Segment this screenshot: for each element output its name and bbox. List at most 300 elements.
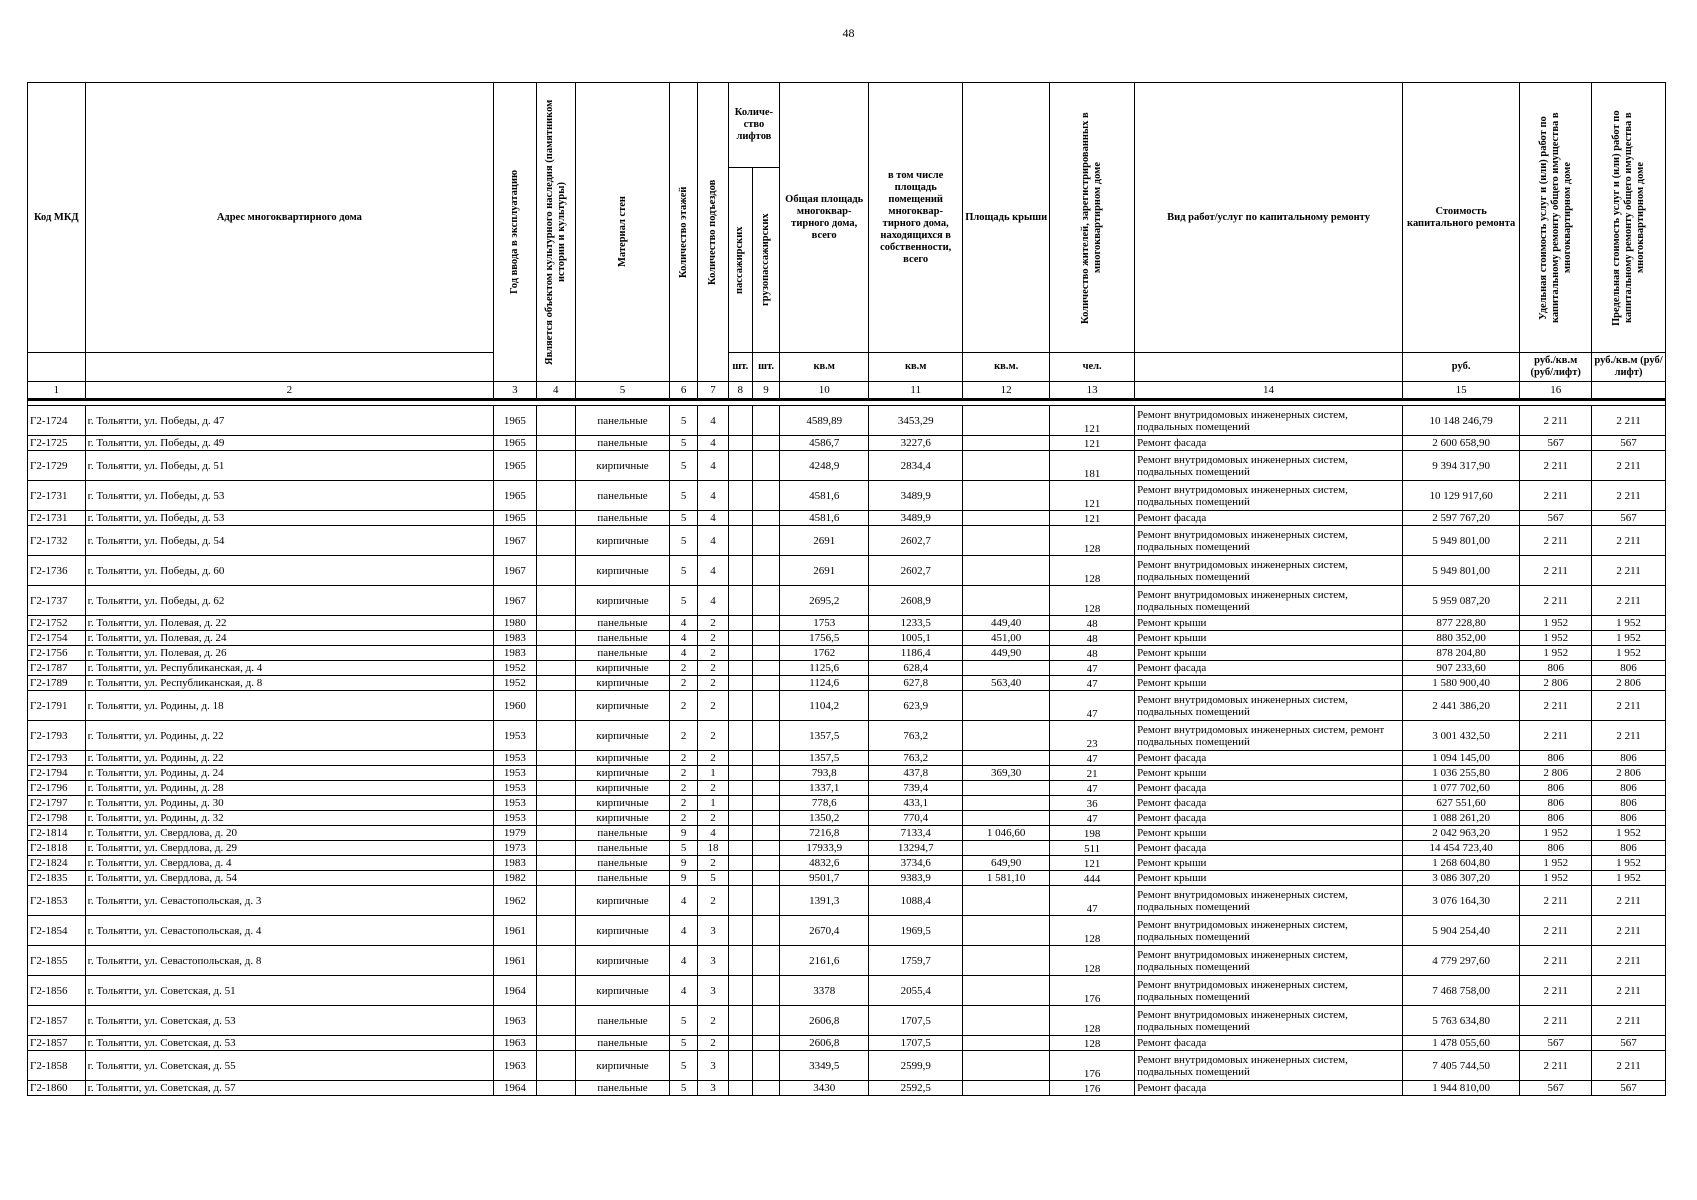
column-number: 2 (85, 382, 493, 400)
cell-roof-area (963, 976, 1050, 1006)
cell-year: 1983 (494, 631, 536, 646)
cell-lifts-freight (752, 826, 779, 841)
cell-lifts-passenger (728, 1006, 752, 1036)
cell-heritage (536, 661, 575, 676)
cell-year: 1982 (494, 871, 536, 886)
cell-floors: 5 (670, 406, 698, 436)
cell-year: 1983 (494, 856, 536, 871)
cell-year: 1961 (494, 916, 536, 946)
column-number-row (28, 382, 1666, 400)
cell-lifts-passenger (728, 1036, 752, 1051)
cell-code: Г2-1729 (28, 451, 86, 481)
table-row (28, 1036, 1666, 1051)
cell-total-area: 4586,7 (780, 436, 869, 451)
table-row (28, 556, 1666, 586)
cell-residents: 176 (1050, 1081, 1135, 1096)
cell-address: г. Тольятти, ул. Полевая, д. 22 (85, 616, 493, 631)
cell-entrances: 3 (698, 916, 728, 946)
cell-lifts-freight (752, 631, 779, 646)
cell-entrances: 4 (698, 826, 728, 841)
cell-heritage (536, 796, 575, 811)
cell-material: панельные (575, 1036, 669, 1051)
cell-limit-cost: 1 952 (1592, 646, 1666, 661)
cell-residents: 48 (1050, 646, 1135, 661)
table-row (28, 721, 1666, 751)
cell-limit-cost: 2 211 (1592, 916, 1666, 946)
column-number: 15 (1403, 382, 1520, 400)
cell-unit-cost: 567 (1520, 1081, 1592, 1096)
cell-work-type: Ремонт крыши (1135, 871, 1403, 886)
cell-entrances: 2 (698, 676, 728, 691)
cell-entrances: 2 (698, 751, 728, 766)
cell-lifts-freight (752, 721, 779, 751)
cell-lifts-freight (752, 781, 779, 796)
cell-lifts-freight (752, 646, 779, 661)
cell-cost: 10 129 917,60 (1403, 481, 1520, 511)
cell-material: панельные (575, 871, 669, 886)
header-limit-cost: Предельная стоимость услуг и (или) работ по капитальному ремонту общего имущества в многоквартирном доме (1592, 83, 1666, 353)
table-row (28, 871, 1666, 886)
cell-residents: 128 (1050, 1006, 1135, 1036)
unit-rub: руб. (1403, 353, 1520, 382)
cell-unit-cost: 2 211 (1520, 916, 1592, 946)
cell-material: кирпичные (575, 886, 669, 916)
cell-entrances: 2 (698, 616, 728, 631)
cell-lifts-freight (752, 1051, 779, 1081)
cell-unit-cost: 806 (1520, 781, 1592, 796)
cell-lifts-freight (752, 511, 779, 526)
cell-lifts-passenger (728, 646, 752, 661)
cell-year: 1965 (494, 436, 536, 451)
cell-material: кирпичные (575, 796, 669, 811)
cell-limit-cost: 806 (1592, 751, 1666, 766)
cell-material: панельные (575, 1081, 669, 1096)
cell-code: Г2-1796 (28, 781, 86, 796)
cell-code: Г2-1725 (28, 436, 86, 451)
cell-floors: 2 (670, 721, 698, 751)
cell-unit-cost: 567 (1520, 436, 1592, 451)
cell-lifts-passenger (728, 811, 752, 826)
cell-work-type: Ремонт внутридомовых инженерных систем, подвальных помещений (1135, 556, 1403, 586)
cell-lifts-passenger (728, 946, 752, 976)
header-floors: Количество этажей (670, 83, 698, 382)
cell-residents: 444 (1050, 871, 1135, 886)
cell-entrances: 3 (698, 976, 728, 1006)
cell-work-type: Ремонт внутридомовых инженерных систем, подвальных помещений (1135, 451, 1403, 481)
cell-material: кирпичные (575, 556, 669, 586)
cell-heritage (536, 1081, 575, 1096)
column-number: 12 (963, 382, 1050, 400)
cell-address: г. Тольятти, ул. Родины, д. 24 (85, 766, 493, 781)
cell-residents: 128 (1050, 946, 1135, 976)
cell-year: 1964 (494, 1081, 536, 1096)
header-owned-area: в том числе площадь помещений многоквар-тирного дома, находящихся в собственности, всего (869, 83, 963, 353)
cell-roof-area: 1 581,10 (963, 871, 1050, 886)
cell-owned-area: 739,4 (869, 781, 963, 796)
cell-total-area: 1756,5 (780, 631, 869, 646)
header-lifts-passenger: пассажирских (728, 168, 752, 353)
cell-owned-area: 2602,7 (869, 526, 963, 556)
cell-material: кирпичные (575, 751, 669, 766)
cell-year: 1953 (494, 721, 536, 751)
cell-total-area: 4589,89 (780, 406, 869, 436)
cell-heritage (536, 976, 575, 1006)
cell-roof-area (963, 526, 1050, 556)
cell-code: Г2-1797 (28, 796, 86, 811)
cell-cost: 877 228,80 (1403, 616, 1520, 631)
cell-floors: 5 (670, 1051, 698, 1081)
cell-year: 1953 (494, 796, 536, 811)
cell-code: Г2-1731 (28, 511, 86, 526)
cell-address: г. Тольятти, ул. Победы, д. 60 (85, 556, 493, 586)
cell-unit-cost: 2 211 (1520, 406, 1592, 436)
cell-limit-cost: 2 211 (1592, 886, 1666, 916)
cell-heritage (536, 631, 575, 646)
cell-material: панельные (575, 631, 669, 646)
cell-heritage (536, 721, 575, 751)
cell-residents: 48 (1050, 616, 1135, 631)
cell-owned-area: 2834,4 (869, 451, 963, 481)
cell-floors: 4 (670, 916, 698, 946)
cell-entrances: 4 (698, 451, 728, 481)
column-number: 3 (494, 382, 536, 400)
page-number: 48 (842, 26, 855, 40)
cell-material: кирпичные (575, 691, 669, 721)
cell-residents: 121 (1050, 511, 1135, 526)
cell-limit-cost: 567 (1592, 511, 1666, 526)
cell-lifts-freight (752, 406, 779, 436)
cell-floors: 5 (670, 526, 698, 556)
cell-address: г. Тольятти, ул. Полевая, д. 24 (85, 631, 493, 646)
cell-address: г. Тольятти, ул. Республиканская, д. 4 (85, 661, 493, 676)
cell-lifts-passenger (728, 676, 752, 691)
cell-lifts-freight (752, 481, 779, 511)
cell-address: г. Тольятти, ул. Севастопольская, д. 3 (85, 886, 493, 916)
cell-floors: 5 (670, 1081, 698, 1096)
unit-rub-sqm-2: руб./кв.м (руб/лифт) (1592, 353, 1666, 382)
cell-owned-area: 1005,1 (869, 631, 963, 646)
cell-work-type: Ремонт внутридомовых инженерных систем, подвальных помещений (1135, 406, 1403, 436)
cell-heritage (536, 436, 575, 451)
cell-lifts-freight (752, 886, 779, 916)
cell-total-area: 4581,6 (780, 511, 869, 526)
cell-residents: 128 (1050, 916, 1135, 946)
cell-heritage (536, 841, 575, 856)
cell-roof-area (963, 451, 1050, 481)
cell-entrances: 4 (698, 556, 728, 586)
header-heritage: Является объектом культурного наследия (памятником истории и культуры) (536, 83, 575, 382)
cell-work-type: Ремонт фасада (1135, 751, 1403, 766)
unit-blank-1 (28, 353, 86, 382)
cell-entrances: 4 (698, 526, 728, 556)
cell-heritage (536, 871, 575, 886)
cell-floors: 5 (670, 586, 698, 616)
table-row (28, 766, 1666, 781)
table-row (28, 526, 1666, 556)
cell-roof-area (963, 691, 1050, 721)
cell-floors: 9 (670, 871, 698, 886)
cell-unit-cost: 806 (1520, 661, 1592, 676)
cell-unit-cost: 2 211 (1520, 526, 1592, 556)
cell-roof-area (963, 886, 1050, 916)
table-row (28, 856, 1666, 871)
cell-cost: 7 468 758,00 (1403, 976, 1520, 1006)
cell-material: кирпичные (575, 661, 669, 676)
cell-work-type: Ремонт внутридомовых инженерных систем, подвальных помещений (1135, 886, 1403, 916)
cell-total-area: 3430 (780, 1081, 869, 1096)
cell-work-type: Ремонт внутридомовых инженерных систем, подвальных помещений (1135, 976, 1403, 1006)
cell-work-type: Ремонт внутридомовых инженерных систем, подвальных помещений (1135, 481, 1403, 511)
cell-unit-cost: 2 211 (1520, 481, 1592, 511)
cell-floors: 2 (670, 811, 698, 826)
cell-roof-area (963, 781, 1050, 796)
cell-unit-cost: 2 211 (1520, 451, 1592, 481)
cell-owned-area: 437,8 (869, 766, 963, 781)
cell-cost: 1 944 810,00 (1403, 1081, 1520, 1096)
cell-unit-cost: 2 211 (1520, 946, 1592, 976)
header-entrances: Количество подъездов (698, 83, 728, 382)
cell-unit-cost: 806 (1520, 811, 1592, 826)
cell-entrances: 2 (698, 1006, 728, 1036)
cell-heritage (536, 511, 575, 526)
cell-code: Г2-1794 (28, 766, 86, 781)
cell-address: г. Тольятти, ул. Севастопольская, д. 4 (85, 916, 493, 946)
table-row (28, 976, 1666, 1006)
cell-code: Г2-1824 (28, 856, 86, 871)
cell-total-area: 2161,6 (780, 946, 869, 976)
cell-code: Г2-1857 (28, 1036, 86, 1051)
cell-work-type: Ремонт фасада (1135, 841, 1403, 856)
cell-code: Г2-1791 (28, 691, 86, 721)
cell-lifts-passenger (728, 586, 752, 616)
table-row (28, 886, 1666, 916)
cell-material: панельные (575, 436, 669, 451)
cell-lifts-passenger (728, 856, 752, 871)
cell-entrances: 4 (698, 481, 728, 511)
cell-floors: 2 (670, 766, 698, 781)
cell-work-type: Ремонт внутридомовых инженерных систем, подвальных помещений (1135, 1006, 1403, 1036)
cell-code: Г2-1752 (28, 616, 86, 631)
cell-code: Г2-1857 (28, 1006, 86, 1036)
cell-work-type: Ремонт внутридомовых инженерных систем, подвальных помещений (1135, 1051, 1403, 1081)
cell-code: Г2-1860 (28, 1081, 86, 1096)
cell-unit-cost: 1 952 (1520, 856, 1592, 871)
cell-total-area: 778,6 (780, 796, 869, 811)
table-row (28, 436, 1666, 451)
cell-heritage (536, 646, 575, 661)
cell-floors: 5 (670, 451, 698, 481)
column-number (1592, 382, 1666, 400)
cell-lifts-passenger (728, 886, 752, 916)
cell-floors: 5 (670, 556, 698, 586)
cell-owned-area: 2608,9 (869, 586, 963, 616)
cell-year: 1963 (494, 1006, 536, 1036)
cell-year: 1980 (494, 616, 536, 631)
cell-code: Г2-1731 (28, 481, 86, 511)
cell-address: г. Тольятти, ул. Победы, д. 54 (85, 526, 493, 556)
cell-limit-cost: 806 (1592, 781, 1666, 796)
cell-limit-cost: 2 211 (1592, 1051, 1666, 1081)
cell-residents: 47 (1050, 811, 1135, 826)
cell-material: панельные (575, 1006, 669, 1036)
cell-owned-area: 1707,5 (869, 1036, 963, 1051)
cell-roof-area: 451,00 (963, 631, 1050, 646)
column-number: 7 (698, 382, 728, 400)
cell-floors: 5 (670, 481, 698, 511)
table-row (28, 1081, 1666, 1096)
cell-limit-cost: 2 211 (1592, 976, 1666, 1006)
column-number: 13 (1050, 382, 1135, 400)
cell-limit-cost: 2 211 (1592, 406, 1666, 436)
cell-unit-cost: 806 (1520, 751, 1592, 766)
cell-code: Г2-1787 (28, 661, 86, 676)
cell-lifts-passenger (728, 781, 752, 796)
column-number: 6 (670, 382, 698, 400)
cell-unit-cost: 2 806 (1520, 676, 1592, 691)
cell-work-type: Ремонт внутридомовых инженерных систем, подвальных помещений (1135, 586, 1403, 616)
cell-material: панельные (575, 481, 669, 511)
cell-floors: 2 (670, 796, 698, 811)
cell-owned-area: 433,1 (869, 796, 963, 811)
table-row (28, 916, 1666, 946)
cell-owned-area: 3453,29 (869, 406, 963, 436)
cell-entrances: 2 (698, 691, 728, 721)
cell-roof-area (963, 511, 1050, 526)
cell-cost: 1 036 255,80 (1403, 766, 1520, 781)
cell-owned-area: 623,9 (869, 691, 963, 721)
cell-unit-cost: 1 952 (1520, 616, 1592, 631)
cell-work-type: Ремонт фасада (1135, 1036, 1403, 1051)
cell-heritage (536, 811, 575, 826)
cell-total-area: 1357,5 (780, 721, 869, 751)
cell-code: Г2-1754 (28, 631, 86, 646)
cell-code: Г2-1798 (28, 811, 86, 826)
cell-work-type: Ремонт внутридомовых инженерных систем, подвальных помещений (1135, 691, 1403, 721)
cell-cost: 2 042 963,20 (1403, 826, 1520, 841)
cell-code: Г2-1756 (28, 646, 86, 661)
cell-lifts-passenger (728, 511, 752, 526)
cell-heritage (536, 781, 575, 796)
header-lifts-freight: грузопассажирских (752, 168, 779, 353)
cell-lifts-passenger (728, 406, 752, 436)
cell-owned-area: 3489,9 (869, 511, 963, 526)
cell-lifts-passenger (728, 826, 752, 841)
cell-cost: 3 086 307,20 (1403, 871, 1520, 886)
cell-lifts-passenger (728, 556, 752, 586)
cell-address: г. Тольятти, ул. Родины, д. 32 (85, 811, 493, 826)
cell-work-type: Ремонт внутридомовых инженерных систем, ремонт подвальных помещений (1135, 721, 1403, 751)
cell-year: 1953 (494, 751, 536, 766)
cell-roof-area (963, 811, 1050, 826)
cell-address: г. Тольятти, ул. Победы, д. 53 (85, 511, 493, 526)
table-row (28, 841, 1666, 856)
cell-material: панельные (575, 646, 669, 661)
cell-owned-area: 1088,4 (869, 886, 963, 916)
cell-owned-area: 3734,6 (869, 856, 963, 871)
cell-limit-cost: 2 211 (1592, 586, 1666, 616)
cell-work-type: Ремонт фасада (1135, 796, 1403, 811)
cell-unit-cost: 2 211 (1520, 586, 1592, 616)
table-body (28, 406, 1666, 1096)
cell-year: 1967 (494, 556, 536, 586)
cell-total-area: 17933,9 (780, 841, 869, 856)
cell-floors: 2 (670, 691, 698, 721)
cell-residents: 128 (1050, 556, 1135, 586)
cell-limit-cost: 2 211 (1592, 691, 1666, 721)
table-row (28, 811, 1666, 826)
cell-work-type: Ремонт крыши (1135, 826, 1403, 841)
cell-heritage (536, 751, 575, 766)
header-roof-area: Площадь крыши (963, 83, 1050, 353)
cell-total-area: 7216,8 (780, 826, 869, 841)
cell-work-type: Ремонт фасада (1135, 781, 1403, 796)
cell-lifts-freight (752, 556, 779, 586)
table-row (28, 406, 1666, 436)
cell-roof-area (963, 661, 1050, 676)
cell-floors: 2 (670, 661, 698, 676)
cell-owned-area: 1969,5 (869, 916, 963, 946)
cell-address: г. Тольятти, ул. Победы, д. 62 (85, 586, 493, 616)
cell-cost: 907 233,60 (1403, 661, 1520, 676)
cell-heritage (536, 691, 575, 721)
cell-lifts-freight (752, 751, 779, 766)
cell-total-area: 1357,5 (780, 751, 869, 766)
cell-entrances: 4 (698, 511, 728, 526)
cell-lifts-freight (752, 526, 779, 556)
cell-residents: 47 (1050, 661, 1135, 676)
cell-year: 1979 (494, 826, 536, 841)
cell-cost: 1 478 055,60 (1403, 1036, 1520, 1051)
cell-owned-area: 3227,6 (869, 436, 963, 451)
cell-unit-cost: 1 952 (1520, 646, 1592, 661)
cell-material: кирпичные (575, 766, 669, 781)
cell-cost: 9 394 317,90 (1403, 451, 1520, 481)
cell-year: 1965 (494, 481, 536, 511)
cell-owned-area: 2055,4 (869, 976, 963, 1006)
cell-total-area: 2606,8 (780, 1006, 869, 1036)
unit-sqm-1: кв.м (780, 353, 869, 382)
cell-unit-cost: 2 211 (1520, 721, 1592, 751)
cell-address: г. Тольятти, ул. Советская, д. 57 (85, 1081, 493, 1096)
cell-limit-cost: 567 (1592, 436, 1666, 451)
cell-roof-area: 1 046,60 (963, 826, 1050, 841)
cell-cost: 880 352,00 (1403, 631, 1520, 646)
cell-limit-cost: 2 211 (1592, 721, 1666, 751)
cell-heritage (536, 916, 575, 946)
cell-floors: 5 (670, 436, 698, 451)
cell-lifts-passenger (728, 841, 752, 856)
cell-lifts-passenger (728, 451, 752, 481)
cell-roof-area (963, 796, 1050, 811)
cell-owned-area: 13294,7 (869, 841, 963, 856)
column-number: 8 (728, 382, 752, 400)
cell-heritage (536, 616, 575, 631)
cell-lifts-freight (752, 796, 779, 811)
cell-limit-cost: 806 (1592, 796, 1666, 811)
cell-total-area: 2670,4 (780, 916, 869, 946)
cell-year: 1953 (494, 811, 536, 826)
table-row (28, 616, 1666, 631)
cell-lifts-freight (752, 946, 779, 976)
header-address: Адрес многоквартирного дома (85, 83, 493, 353)
cell-entrances: 2 (698, 886, 728, 916)
cell-total-area: 1391,3 (780, 886, 869, 916)
cell-limit-cost: 2 211 (1592, 526, 1666, 556)
cell-material: кирпичные (575, 1051, 669, 1081)
header-total-area: Общая площадь многоквар-тирного дома, всего (780, 83, 869, 353)
cell-lifts-freight (752, 1036, 779, 1051)
cell-total-area: 793,8 (780, 766, 869, 781)
